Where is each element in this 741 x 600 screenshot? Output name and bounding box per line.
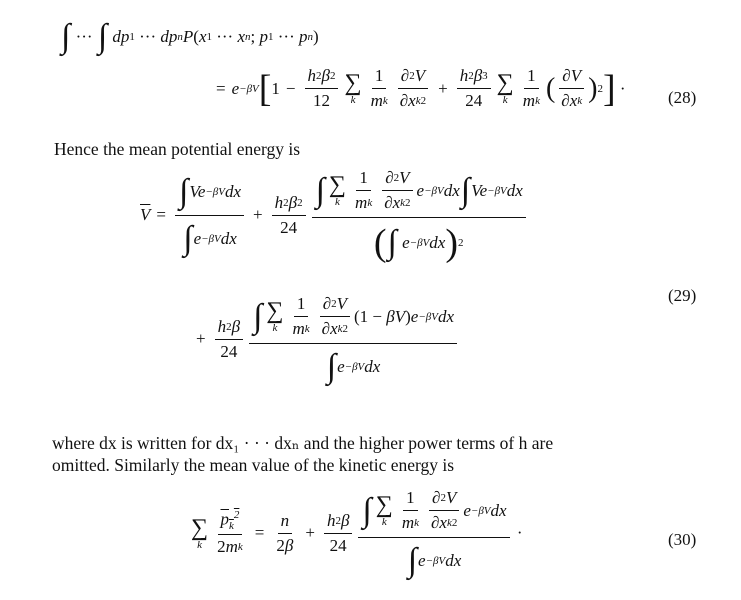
paragraph-kinetic-line2: omitted. Similarly the mean value of the kinetic energy is — [52, 455, 455, 475]
equation-28-lhs: ∫ ··· ∫ dp 1 ··· dp n P ( x 1 ··· x n ; p 1 ··· p n ) — [61, 18, 319, 55]
paragraph-kinetic-line1: where dx is written for dx₁ · · · dxₙ and the higher power terms of h are — [52, 433, 554, 453]
equation-29-part2: + h 2 β 24 ∫ ∑ k 1 m k ∂ 2 V ∂ x k 2 (1 − βV ) e −βV dx ∫ e −βV dx — [190, 294, 460, 384]
equation-29-part1: $\overline{V}$ = ∫ Ve −βV dx ∫ e −βV dx + h 2 β 2 24 ∫ ∑ k 1 m k ∂ 2 V ∂ x k 2 e −βV dx ∫ Ve −βV dx ( ∫ e −βV dx ) 2 — [140, 168, 529, 262]
equation-number-30: (30) — [668, 530, 697, 549]
equation-30: ∑ k $p_k^2$ 2 m k = n 2 β + h 2 β 24 ∫ ∑ k 1 m k ∂ 2 V ∂ x k 2 e −βV dx ∫ e −βV dx · — [191, 488, 523, 579]
equation-number-28: (28) — [668, 88, 697, 107]
paragraph-mean-potential: Hence the mean potential energy is — [54, 139, 301, 159]
equation-28-rhs: = e −βV [ 1 − h 2 β 2 12 ∑ k 1 m k ∂ 2 V ∂ x k 2 + h 2 β 3 24 ∑ k 1 m k ( ∂ V ∂ x k ) 2 ] · — [216, 66, 626, 110]
equation-number-29: (29) — [668, 286, 697, 305]
